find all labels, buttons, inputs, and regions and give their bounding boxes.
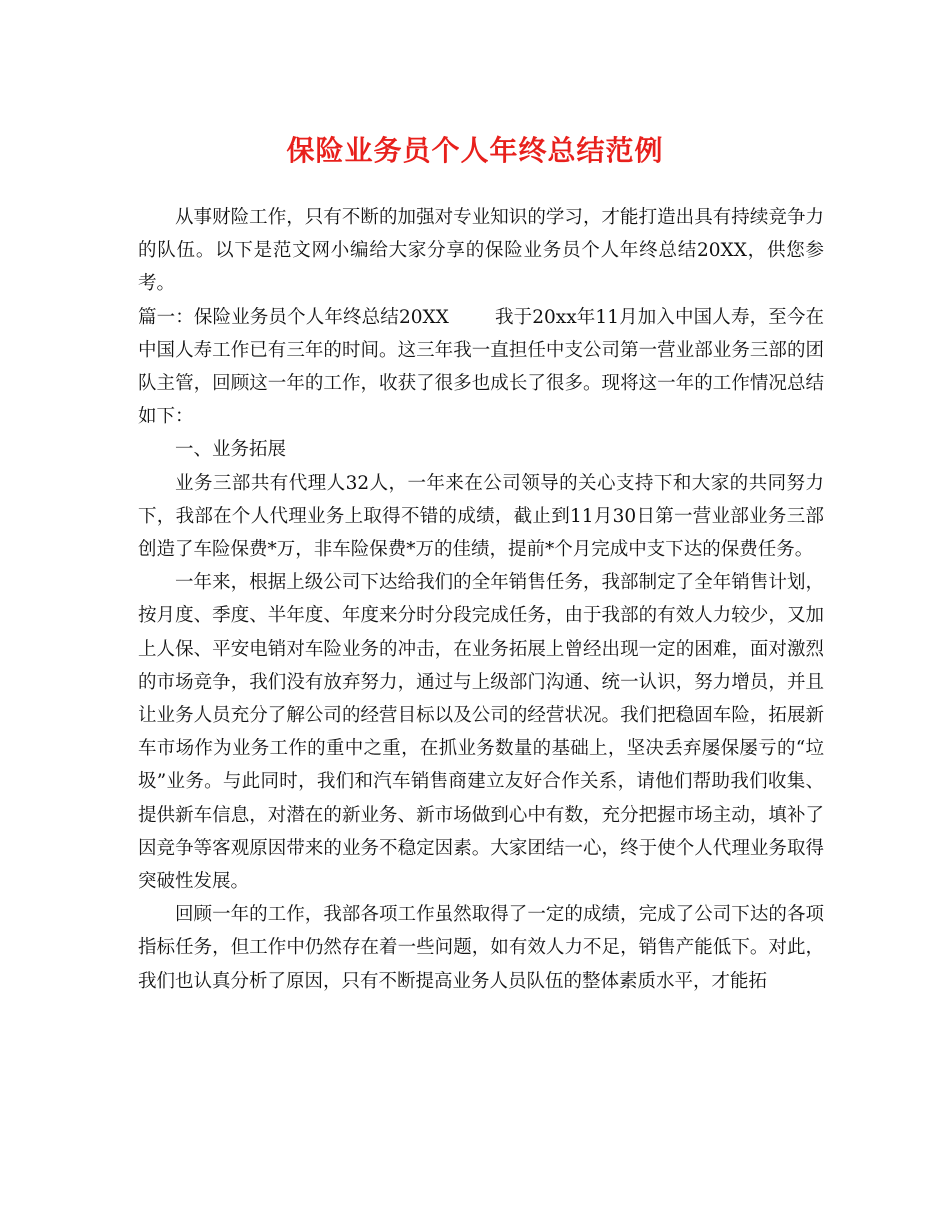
section-heading: 一、业务拓展 bbox=[175, 439, 287, 461]
article-label: 篇一：保险业务员个人年终总结20XX bbox=[138, 306, 449, 328]
body-paragraph-3: 回顾一年的工作，我部各项工作虽然取得了一定的成绩，完成了公司下达的各项指标任务，但工作中仍然存在着一些问题，如有效人力不足，销售产能低下。对此，我们也认真分析了原因，只有不断提高业务人员队伍的整体素质水平，才能拓 bbox=[138, 904, 824, 992]
document-body bbox=[138, 201, 824, 998]
article-paragraph bbox=[138, 301, 824, 434]
body-paragraph-1: 业务三部共有代理人32人，一年来在公司领导的关心支持下和大家的共同努力下，我部在个人代理业务上取得不错的成绩，截止到11月30日第一营业部业务三部创造了车险保费*万，非车险保费*万的佳绩，提前*个月完成中支下达的保费任务。 bbox=[138, 472, 824, 561]
article-opening: 我于20xx年11月加入中国人寿，至今在中国人寿工作已有三年的时间。这三年我一直担任中支公司第一营业部业务三部的团队主管，回顾这一年的工作，收获了很多也成长了很多。现将这一年的工作情况总结如下： bbox=[138, 306, 824, 428]
intro-paragraph: 从事财险工作，只有不断的加强对专业知识的学习，才能打造出具有持续竞争力的队伍。以下是范文网小编给大家分享的保险业务员个人年终总结20XX，供您参考。 bbox=[138, 207, 824, 295]
body-paragraph-2: 一年来，根据上级公司下达给我们的全年销售任务，我部制定了全年销售计划，按月度、季度、半年度、年度来分时分段完成任务，由于我部的有效人力较少，又加上人保、平安电销对车险业务的冲击，在业务拓展上曾经出现一定的困难，面对激烈的市场竞争，我们没有放弃努力，通过与上级部门沟通、统一认识，努力增员，并且让业务人员充分了解公司的经营目标以及公司的经营状况。我们把稳固车险，拓展新车市场作为业务工作的重中之重，在抓业务数量的基础上，坚决丢弃屡保屡亏的“垃圾”业务。与此同时，我们和汽车销售商建立友好合作关系，请他们帮助我们收集、提供新车信息，对潜在的新业务、新市场做到心中有数，充分把握市场主动，填补了因竞争等客观原因带来的业务不稳定因素。大家团结一心，终于使个人代理业务取得突破性发展。 bbox=[138, 572, 824, 893]
document-title: 保险业务员个人年终总结范例 bbox=[286, 134, 664, 167]
